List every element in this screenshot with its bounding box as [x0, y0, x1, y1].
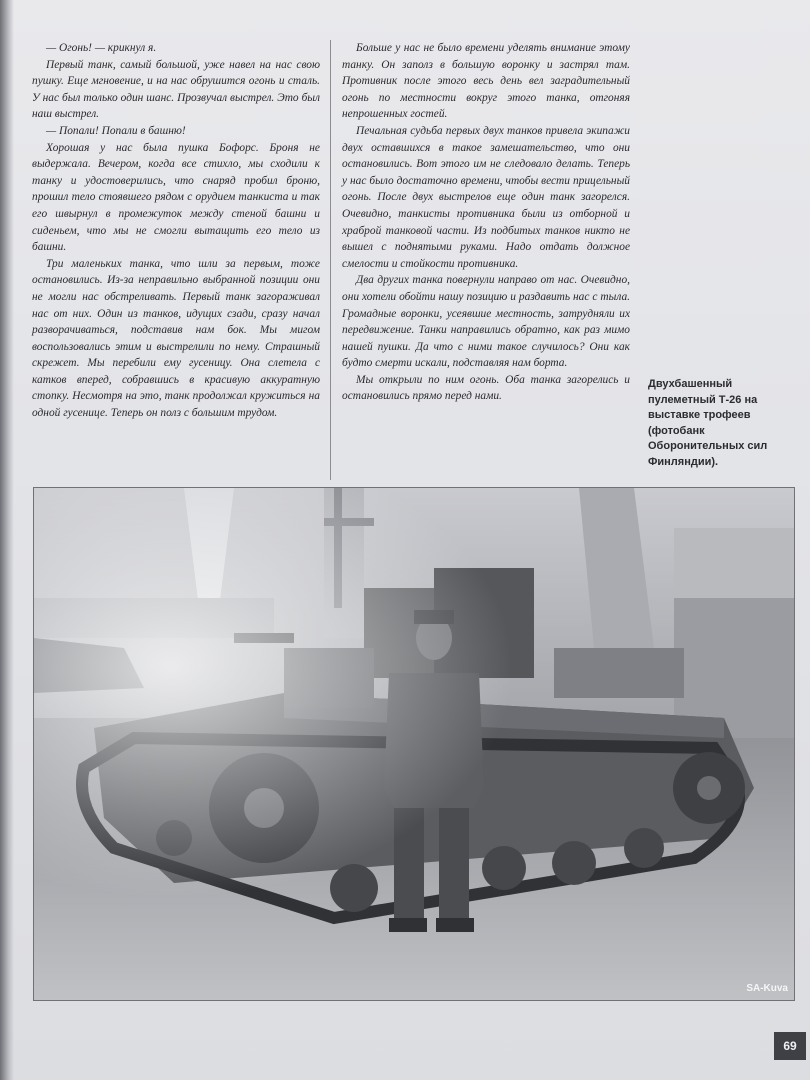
page-number: 69 — [774, 1032, 806, 1060]
paragraph: Хорошая у нас была пушка Бофорс. Броня не выдержала. Вечером, когда все стихло, мы сходили к танку и удостоверились, что снаряд пробил броню, прошил тело стоявшего рядом с орудием танкиста и так его швырнул в промежуток между стеной башни и сиденьем, что мы не смогли вытащить его тело из башни. — [32, 141, 320, 254]
paragraph: Первый танк, самый большой, уже навел на нас свою пушку. Еще мгновение, и на нас обрушится огонь и сталь. У нас был только один шанс. Прозвучал выстрел. Это был наш выстрел. — [32, 58, 320, 121]
paragraph: Больше у нас не было времени уделять внимание этому танку. Он заполз в большую воронку и застрял там. Противник после этого весь день вел заградительный огонь по местности вокруг этого танка, отгоняя непрошенных гостей. — [342, 42, 630, 121]
text-column-right — [342, 40, 630, 480]
paragraph: Три маленьких танка, что шли за первым, тоже остановились. Из-за неправильно выбранной позиции они не могли нас обстреливать. Первый танк загораживал нас от них. Один из танков, идущих сзади, сразу начал разворачиваться, подставив нам бок. Мы мигом воспользовались этим и выстрелили по нему. Страшный скрежет. Мы перебили ему гусеницу. Она слетела с катков вперед, собравшись в красивую аккуратную стопку. Несмотря на это, танк продолжал кружиться на одной гусенице. Теперь он полз с большим трудом. — [32, 257, 320, 420]
column-divider — [330, 40, 331, 480]
paragraph: — Попали! Попали в башню! — [46, 124, 186, 137]
paragraph: Два других танка повернули направо от нас. Очевидно, они хотели обойти нашу позицию и раздавить нас с тыла. Громадные воронки, усеявшие местность, затрудняли их передвижение. Танки направились обратно, как раз мимо нашей пушки. Да что с ними такое случилось? Они как будто смерти искали, подставляя нам борта. — [342, 274, 630, 370]
page-spine-shadow — [0, 0, 14, 1080]
photo-watermark: SA-Kuva — [746, 983, 788, 994]
tank-photo — [34, 488, 794, 1000]
paragraph: — Огонь! — крикнул я. — [46, 42, 157, 54]
paragraph: Печальная судьба первых двух танков привела экипажи двух оставшихся в такое замешательство, что они остановились. Вот этого им не следовало делать. Теперь у нас было достаточно времени, чтобы вести прицельный огонь. После двух выстрелов еще один танк загорелся. Очевидно, танкисты противника были из отборной и храброй танковой части. Из подбитых танков никто не вышел с поднятыми руками. Надо отдать должное смелости и стойкости противника. — [342, 124, 630, 270]
paragraph: Мы открыли по ним огонь. Оба танка загорелись и остановились прямо перед нами. — [342, 373, 630, 403]
text-column-left — [32, 40, 320, 480]
photo-caption: Двухбашенный пулеметный Т-26 на выставке трофеев (фотобанк Оборонительных сил Финляндии). — [648, 378, 768, 468]
tank-photo-illustration — [34, 488, 794, 1000]
